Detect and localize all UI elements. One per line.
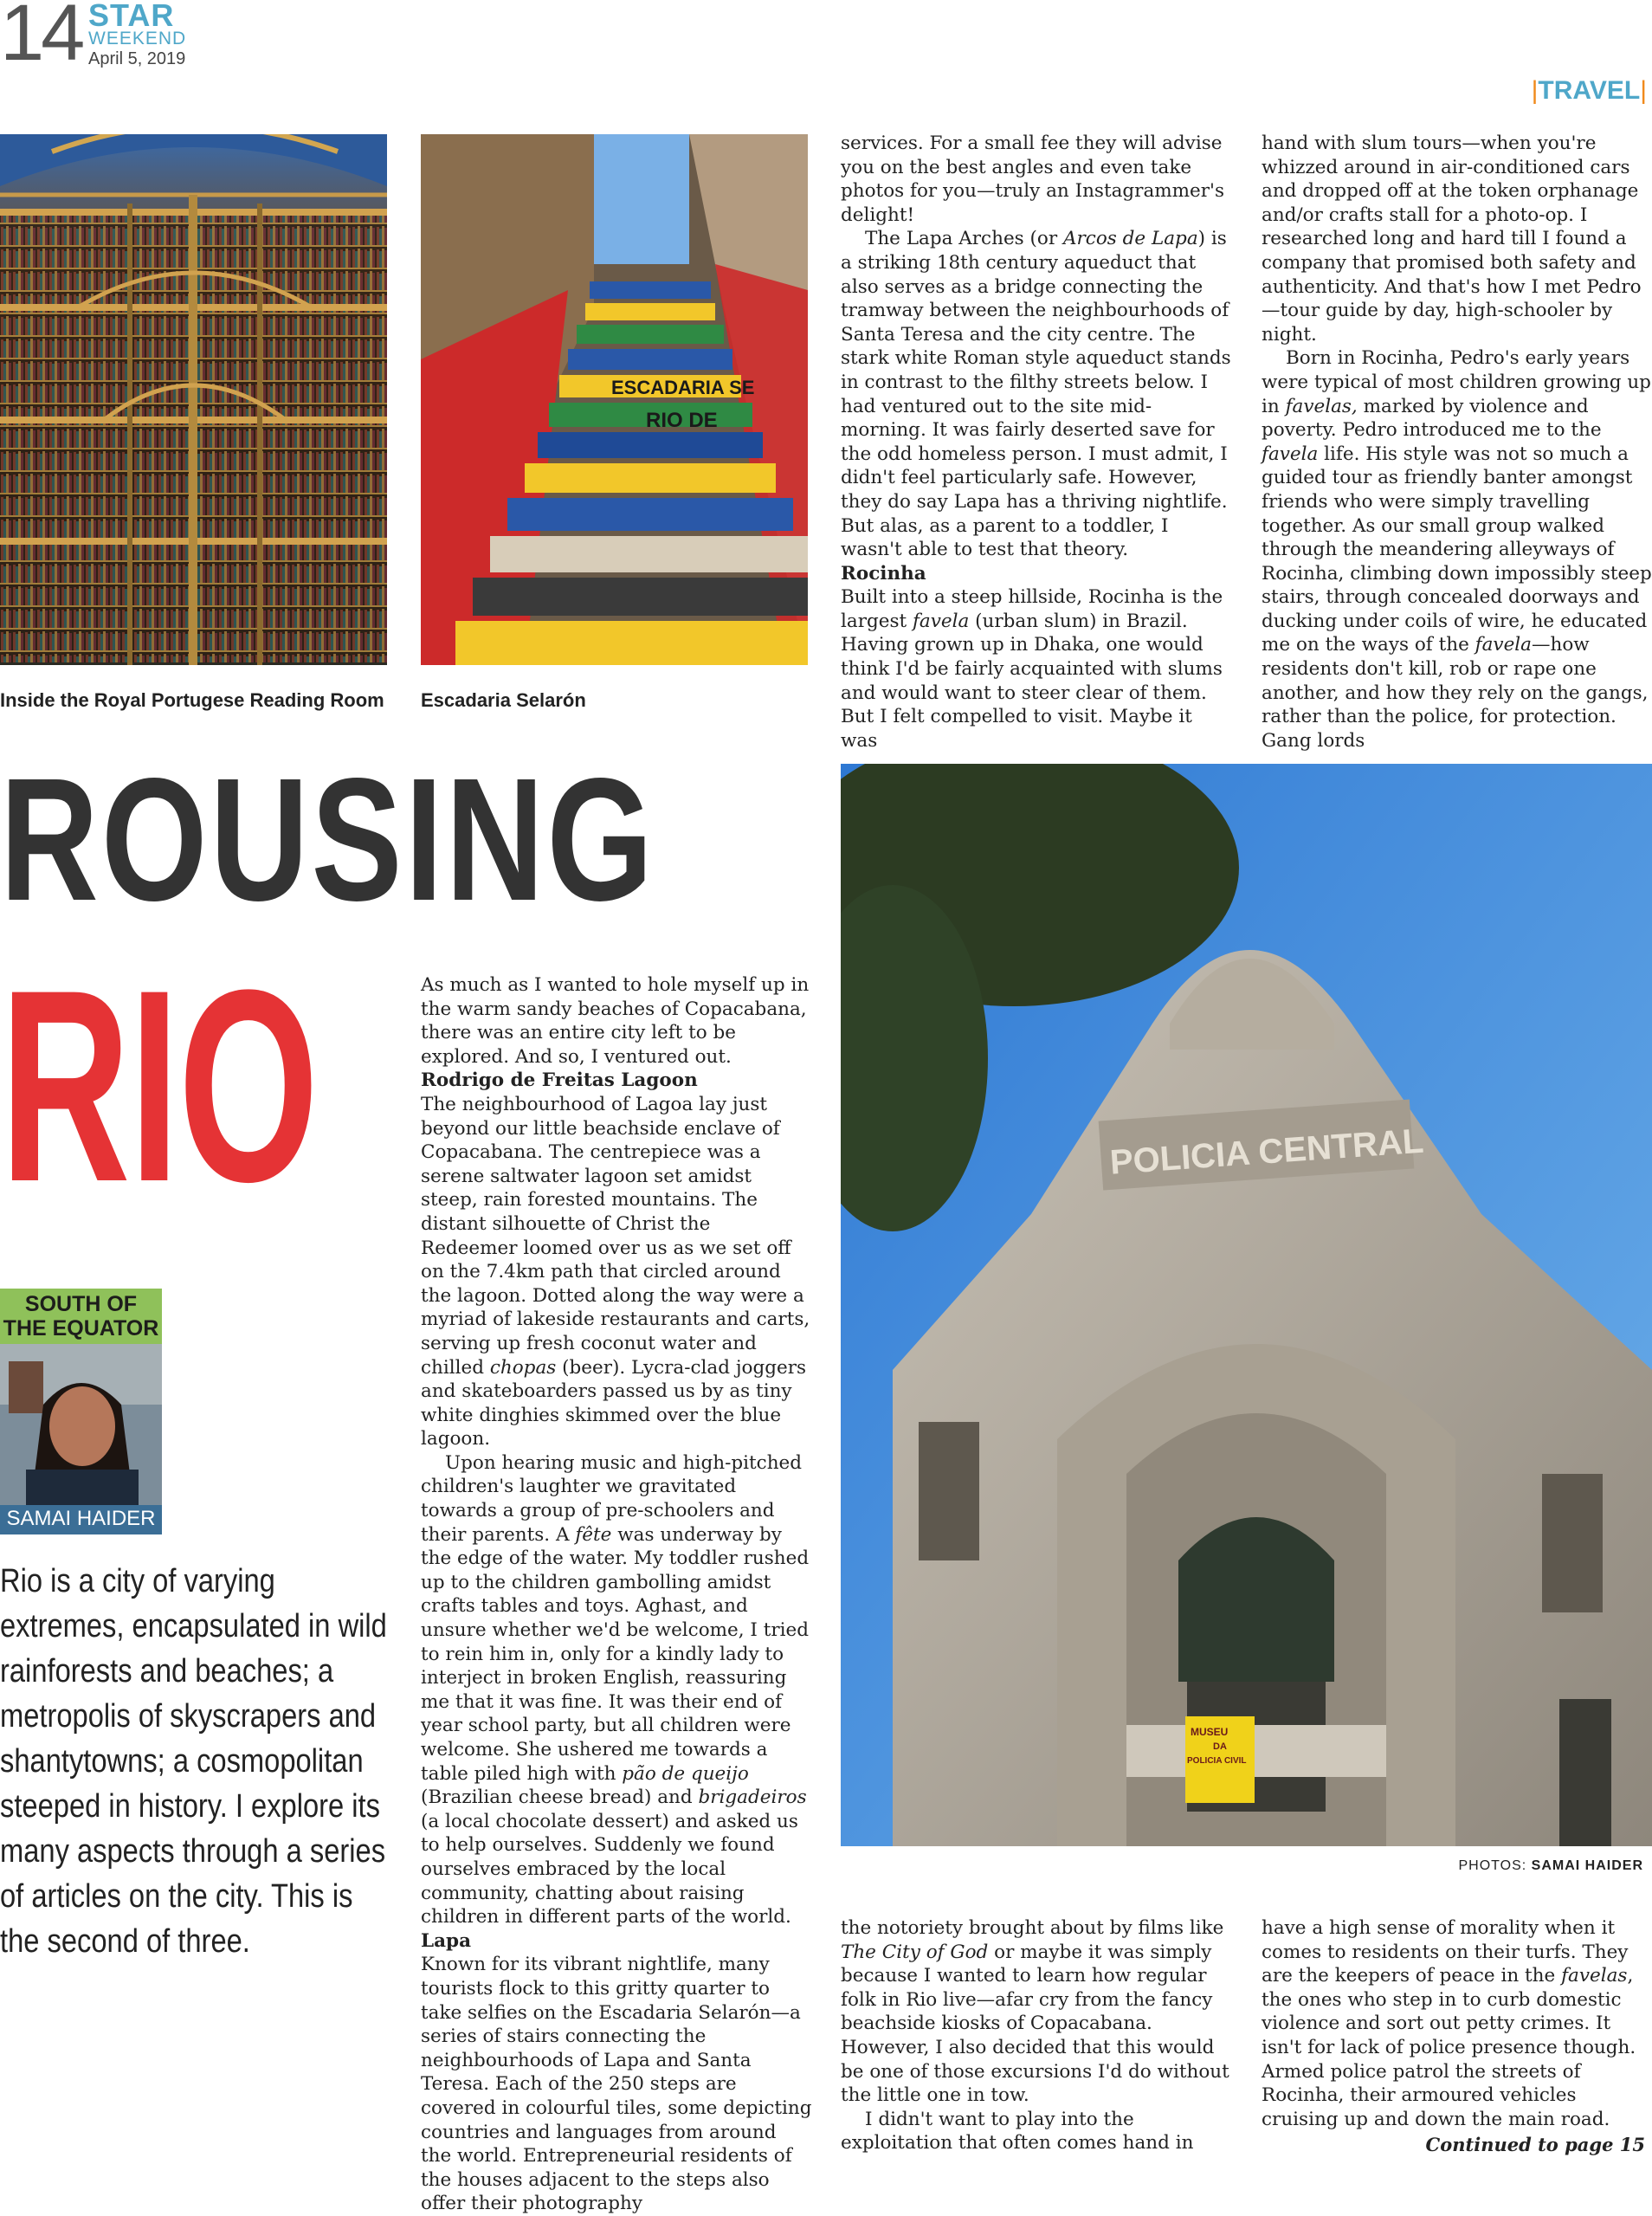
brand-logo: STAR xyxy=(88,0,175,33)
paragraph: Known for its vibrant nightlife, many tourists flock to this gritty quarter to take selfies on the Escadaria Selarón—a series of stairs connecting the neighbourhoods of Lapa and Santa Teresa. Each of the 250 steps are covered in colourful tiles, some depicting countries and languages from around the world. Entrepreneurial residents of the houses adjacent to the steps also offer their photography xyxy=(421,1954,812,2215)
photo-credit: PHOTOS: SAMAI HAIDER xyxy=(1458,1858,1643,1873)
paragraph: As much as I wanted to hole myself up in the warm sandy beaches of Copacabana, there was an entire city left to be explored. And so, I ventured out. xyxy=(421,974,810,1068)
paragraph: Born in Rocinha, Pedro's early years were typical of most children growing up in favelas, marked by violence and poverty. Pedro introduced me to the favela life. His style was not so much a guided tour as friendly banter amongst friends who were simply travelling together. As our small group walked through the meandering alleyways of Rocinha, climbing down impossibly steep stairs, through concealed doorways and ducking under coils of wire, he educated me on the ways of the favela—how residents don't kill, rob or rape one another, and how they rely on the gangs, rather than the police, for protection. Gang lords xyxy=(1262,347,1652,752)
escadaria-caption: Escadaria Selarón xyxy=(421,689,586,711)
continued-link[interactable]: Continued to page 15 xyxy=(1425,2134,1645,2155)
page-number: 14 xyxy=(0,0,82,77)
author-name: SAMAI HAIDER xyxy=(0,1505,162,1534)
headline-line-2: RIO xyxy=(0,933,318,1238)
section-tag: |TRAVEL| xyxy=(1531,76,1647,105)
column-name-line-2: THE EQUATOR xyxy=(3,1316,159,1341)
reading-room-photo xyxy=(0,134,387,665)
escadaria-tile-text-2: RIO DE xyxy=(646,409,718,432)
article-column-3-bottom xyxy=(1262,1916,1652,2131)
article-column-2-top xyxy=(841,132,1232,753)
building-sign: POLICIA CENTRAL xyxy=(1108,1121,1425,1182)
reading-room-caption: Inside the Royal Portugese Reading Room xyxy=(0,689,384,711)
author-photo xyxy=(0,1344,162,1507)
paragraph: have a high sense of morality when it comes to residents on their turfs. They are the keepers of peace in the favelas, the ones who step in to curb domestic violence and sort out petty crimes. It isn't for lack of police presence though. Armed police patrol the streets of Rocinha, their armoured vehicles cruising up and down the main road. xyxy=(1262,1917,1636,2130)
subheading-lagoon: Rodrigo de Freitas Lagoon xyxy=(421,1069,698,1092)
escadaria-photo xyxy=(421,134,808,665)
subheading-lapa: Lapa xyxy=(421,1929,472,1952)
standfirst: Rio is a city of varying extremes, encapsulated in wild rainforests and beaches; a metropolis of skyscrapers and shantytowns; a cosmopolitan steeped in history. I explore its many aspects through a series of articles on the city. This is the second of three. xyxy=(0,1563,387,1960)
banner-line-2: DA xyxy=(1213,1741,1227,1752)
paragraph: I didn't want to play into the exploitation that often comes hand in xyxy=(841,2108,1194,2155)
paragraph: services. For a small fee they will advise you on the best angles and even take photos for you—truly an Instagrammer's delight! xyxy=(841,132,1224,226)
paragraph: The neighbourhood of Lagoa lay just beyond our little beachside enclave of Copacabana. The centrepiece was a serene saltwater lagoon set amidst steep, rain forested mountains. The distant silhouette of Christ the Redeemer loomed over us as we set off on the 7.4km path that circled around the lagoon. Dotted along the way were a myriad of lakeside restaurants and carts, serving up fresh coconut water and chilled chopas (beer). Lycra-clad joggers and skateboarders passed us by as tiny white dinghies skimmed over the blue lagoon. xyxy=(421,1093,810,1450)
article-column-3-top xyxy=(1262,132,1652,753)
section-label: TRAVEL xyxy=(1538,76,1641,105)
paragraph: the notoriety brought about by films like The City of God or maybe it was simply because I wanted to learn how regular folk in Rio live—afar cry from the fancy beachside kiosks of Copacabana. However, I also decided that this would be one of those excursions I'd do without the little one in tow. xyxy=(841,1917,1229,2107)
column-name-line-1: SOUTH OF xyxy=(24,1292,138,1316)
paragraph: Built into a steep hillside, Rocinha is the largest favela (urban slum) in Brazil. Having grown up in Dhaka, one would think I'd be fairly acquainted with slums and would want to steer clear of them. But I felt compelled to visit. Maybe it was xyxy=(841,586,1223,752)
subheading-rocinha: Rocinha xyxy=(841,562,926,585)
banner-line-1: MUSEU xyxy=(1191,1726,1229,1738)
brand-subtitle: WEEKEND xyxy=(88,29,187,48)
article-column-1 xyxy=(421,973,812,2216)
paragraph: hand with slum tours—when you're whizzed around in air-conditioned cars and dropped off at the token orphanage and/or crafts stall for a photo-op. I researched long and hard till I found a company that promised both safety and authenticity. And that's how I met Pedro—tour guide by day, high-schooler by night. xyxy=(1262,132,1642,346)
policia-central-photo xyxy=(841,764,1652,1846)
issue-date: April 5, 2019 xyxy=(88,49,186,68)
headline-line-1: ROUSING xyxy=(0,741,656,937)
paragraph: Upon hearing music and high-pitched children's laughter we gravitated towards a group of pre-schoolers and their parents. A fête was underway by the edge of the water. My toddler rushed up to the children gambolling amidst crafts tables and toys. Aghast, and unsure whether we'd be welcome, I tried to rein him in, only for a kindly lady to interject in broken English, reassuring me that it was fine. It was their end of year school party, but all children were welcome. She ushered me towards a table piled high with pão de queijo (Brazilian cheese bread) and brigadeiros (a local chocolate dessert) and asked us to help ourselves. Suddenly we found ourselves embraced by the local community, chatting about raising children in different parts of the world. xyxy=(421,1451,810,1929)
escadaria-tile-text-1: ESCADARIA SE xyxy=(611,377,755,398)
banner-line-3: POLICIA CIVIL xyxy=(1187,1756,1247,1766)
article-column-2-bottom xyxy=(841,1916,1232,2155)
column-name-box xyxy=(0,1289,162,1344)
paragraph: The Lapa Arches (or Arcos de Lapa) is a striking 18th century aqueduct that also serves as a bridge connecting the tramway between the neighbourhoods of Santa Teresa and the city centre. The stark white Roman style aqueduct stands in contrast to the filthy streets below. I had ventured out to the site mid-morning. It was fairly deserted save for the odd homeless person. I must admit, I didn't feel particularly safe. However, they do say Lapa has a thriving nightlife. But alas, as a parent to a toddler, I wasn't able to test that theory. xyxy=(841,228,1231,561)
